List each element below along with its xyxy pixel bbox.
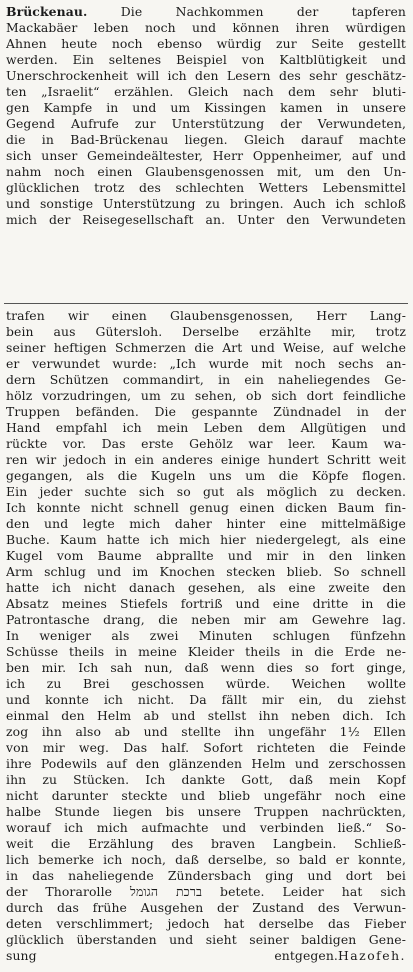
text-line — [6, 676, 406, 692]
text-line — [6, 164, 406, 180]
line-text: Unerschrockenheit will ich den Lesern des sehr geschätz- — [6, 68, 406, 83]
text-line — [6, 644, 406, 660]
line-text: Buche. Kaum hatte ich mich hier niedergelegt, als eine — [6, 532, 406, 547]
text-line — [6, 356, 406, 372]
text-line — [6, 772, 406, 788]
text-line — [6, 452, 406, 468]
text-line — [6, 532, 406, 548]
text-line — [6, 660, 406, 676]
line-text: von mir weg. Das half. Sofort richteten die Feinde — [6, 740, 406, 755]
text-line — [6, 852, 406, 868]
line-text: ihn zu Stücken. Ich dankte Gott, daß mein Kopf — [6, 772, 406, 787]
line-text: weit die Erzählung des braven Langbein. Schließ- — [6, 836, 406, 851]
text-line — [6, 196, 406, 212]
text-line — [6, 692, 406, 708]
column-divider — [4, 303, 408, 304]
line-text: ihre Podewils auf den glänzenden Helm und zerschossen — [6, 756, 406, 771]
line-text: sich unser Gemeindeältester, Herr Oppenheimer, auf und — [6, 148, 406, 163]
line-text: dern Schützen commandirt, in ein naheliegendes Ge- — [6, 372, 406, 387]
line-text: Absatz meines Stiefels fortriß und eine dritte in die — [6, 596, 406, 611]
line-text: bein aus Gütersloh. Derselbe erzählte mir, trotz — [6, 324, 406, 339]
text-line — [6, 884, 406, 900]
line-text: werden. Ein seltenes Beispiel von Kaltblütigkeit und — [6, 52, 406, 67]
line-text: einmal den Helm ab und stellst ihn neben dich. Ich — [6, 708, 406, 723]
line-text: Gegend Aufrufe zur Unterstützung der Verwundeten, — [6, 116, 406, 131]
line-text: und konnte ich nicht. Da fällt mir ein, du ziehst — [6, 692, 406, 707]
text-line — [6, 116, 406, 132]
line-text: Hand empfahl ich mein Leben dem Allgütigen und — [6, 420, 406, 435]
text-line — [6, 916, 406, 932]
line-text: ten „Israelit“ erzählen. Gleich nach dem sehr bluti- — [6, 84, 406, 99]
line-text: und sonstige Unterstützung zu bringen. Auch ich schloß — [6, 196, 406, 211]
text-line — [6, 948, 406, 964]
text-line — [6, 420, 406, 436]
text-line — [6, 52, 406, 68]
author-signature: Hazofeh. — [337, 948, 406, 963]
text-line — [6, 388, 406, 404]
line-text: ren wir jedoch in ein anderes einige hundert Schritt weit — [6, 452, 406, 467]
text-line — [6, 436, 406, 452]
line-text: trafen wir einen Glaubensgenossen, Herr Lang- — [6, 308, 406, 323]
text-line — [6, 132, 406, 148]
text-line — [6, 324, 406, 340]
text-line — [6, 340, 406, 356]
text-line — [6, 564, 406, 580]
article-paragraph-1 — [6, 4, 406, 228]
line-text: hölz vorzudringen, um zu sehen, ob sich dort feindliche — [6, 388, 406, 403]
line-text: Kugel vom Baume abprallte und mir in den linken — [6, 548, 406, 563]
text-line — [6, 84, 406, 100]
line-text: Patrontasche drang, die neben mir am Gewehre lag. — [6, 612, 406, 627]
text-line — [6, 628, 406, 644]
text-line — [6, 20, 406, 36]
line-text: glücklichen trotz des schlechten Wetters Lebensmittel — [6, 180, 406, 195]
text-line — [6, 596, 406, 612]
text-line — [6, 500, 406, 516]
text-line — [6, 548, 406, 564]
line-text: deten verschlimmert; jedoch hat derselbe das Fieber — [6, 916, 406, 931]
text-line — [6, 740, 406, 756]
line-text: zog ihn also ab und stellte ihn ungefähr 1½ Ellen — [6, 724, 406, 739]
line-text: ben mir. Ich sah nun, daß wenn dies so fort ginge, — [6, 660, 406, 675]
text-line — [6, 148, 406, 164]
line-text: in das naheliegende Zündersbach ging und dort bei — [6, 868, 406, 883]
line-text: hatte ich nicht danach gesehen, als eine zweite den — [6, 580, 406, 595]
line-text: Mackabäer leben noch und können ihren würdigen — [6, 20, 406, 35]
article-paragraph-2 — [6, 308, 406, 964]
line-text: sung entgegen. — [6, 948, 338, 963]
line-text: nicht darunter steckte und blieb ungefähr noch eine — [6, 788, 406, 803]
line-text: die in Bad-Brückenau liegen. Gleich darauf machte — [6, 132, 406, 147]
text-line — [6, 756, 406, 772]
text-line — [6, 900, 406, 916]
line-text: ich zu Brei geschossen würde. Weichen wollte — [6, 676, 406, 691]
line-text: worauf ich mich aufmachte und verbinden ließ.“ So- — [6, 820, 406, 835]
text-line — [6, 612, 406, 628]
line-text: Schüsse theils in meine Kleider theils in die Erde ne- — [6, 644, 406, 659]
text-line — [6, 516, 406, 532]
line-text: der Thorarolle ברכת הגומל betete. Leider hat sich — [6, 884, 406, 899]
text-line — [6, 724, 406, 740]
text-line — [6, 932, 406, 948]
line-text: gen Kampfe in und um Kissingen kamen in unsere — [6, 100, 406, 115]
line-text: seiner heftigen Schmerzen die Art und Weise, auf welche — [6, 340, 406, 355]
text-line — [6, 68, 406, 84]
line-text: rückte vor. Das erste Gehölz war leer. Kaum wa- — [6, 436, 406, 451]
line-text: gegangen, als die Kugeln uns um die Köpfe flogen. — [6, 468, 406, 483]
line-text: Truppen befänden. Die gespannte Zündnadel in der — [6, 404, 406, 419]
line-text: Ein jeder suchte sich so gut als möglich zu decken. — [6, 484, 406, 499]
text-line — [6, 836, 406, 852]
line-text: Ich konnte nicht schnell genug einen dicken Baum fin- — [6, 500, 406, 515]
line-text: glücklich überstanden und sieht seiner baldigen Gene- — [6, 932, 406, 947]
text-line — [6, 404, 406, 420]
text-line — [6, 484, 406, 500]
line-text: In weniger als zwei Minuten schlugen fünfzehn — [6, 628, 406, 643]
text-line — [6, 820, 406, 836]
text-line — [6, 4, 406, 20]
text-line — [6, 788, 406, 804]
text-line — [6, 100, 406, 116]
text-line — [6, 308, 406, 324]
line-text: lich bemerke ich noch, daß derselbe, so bald er konnte, — [6, 852, 406, 867]
line-text: Die Nachkommen der tapferen — [120, 4, 406, 19]
line-text: durch das frühe Ausgehen der Zustand des Verwun- — [6, 900, 406, 915]
line-text: den und legte mich daher hinter eine mittelmäßige — [6, 516, 406, 531]
text-line — [6, 36, 406, 52]
line-text: halbe Stunde liegen bis unsere Truppen nachrückten, — [6, 804, 406, 819]
text-line — [6, 708, 406, 724]
line-text: nahm noch einen Glaubensgenossen mit, um den Un- — [6, 164, 406, 179]
line-text: Ahnen heute noch ebenso würdig zur Seite gestellt — [6, 36, 406, 51]
dateline-place: Brückenau. — [6, 4, 88, 19]
text-line — [6, 468, 406, 484]
text-line — [6, 804, 406, 820]
line-text: er verwundet wurde: „Ich wurde mit noch sechs an- — [6, 356, 406, 371]
text-line — [6, 180, 406, 196]
text-line — [6, 868, 406, 884]
line-text: Arm schlug und im Knochen stecken blieb. So schnell — [6, 564, 406, 579]
text-line — [6, 372, 406, 388]
text-line — [6, 212, 406, 228]
line-text: mich der Reisegesellschaft an. Unter den Verwundeten — [6, 212, 406, 227]
text-line — [6, 580, 406, 596]
